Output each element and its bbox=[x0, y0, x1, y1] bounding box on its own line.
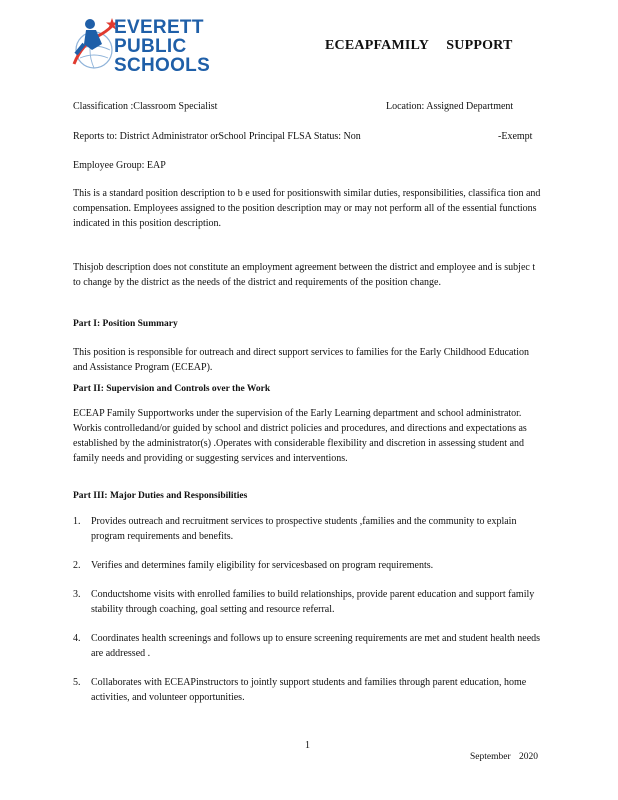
duty-text: Collaborates with ECEAPinstructors to jointly support students and families through parent education, home activities, and volunteer opportunities. bbox=[91, 677, 527, 703]
footer-date: September 2020 bbox=[470, 752, 539, 762]
part2-text: ECEAP Family Supportworks under the supervision of the Early Learning department and school administrator. Workis controlledand/or guided by school and district policies and procedures, and directions and expectations as established by the administrator(s) .Operates with considerable flexibility and discretion in assessing student and family needs and providing or suggesting services and interventions. bbox=[73, 408, 527, 464]
part3-heading: Part III: Major Duties and Responsibilities bbox=[73, 491, 248, 501]
duty-number: 1. bbox=[73, 516, 81, 527]
district-logo bbox=[72, 14, 242, 80]
part2-heading: Part II: Supervision and Controls over the Work bbox=[73, 384, 271, 394]
part1-text: This position is responsible for outreach and direct support services to families for the Early Childhood Education and Assistance Program (ECEAP). bbox=[73, 347, 530, 373]
flsa-exempt: -Exempt bbox=[498, 131, 533, 142]
logo-line-schools: SCHOOLS bbox=[114, 55, 211, 76]
duty-text: Verifies and determines family eligibility for servicesbased on program requirements. bbox=[91, 560, 434, 571]
school-logo-icon bbox=[72, 14, 118, 76]
intro-paragraph: This is a standard position description to b e used for positionswith similar duties, responsibilities, classifica tion and compensation. Employees assigned to the position description may or may not perform all of the essential functions indicated in this position description. bbox=[73, 188, 541, 229]
document-title: ECEAPFAMILY SUPPORT bbox=[325, 38, 513, 53]
duty-number: 5. bbox=[73, 677, 81, 688]
logo-line-public: PUBLIC bbox=[114, 36, 187, 57]
duty-number: 2. bbox=[73, 560, 81, 571]
duty-text: Conductshome visits with enrolled families to build relationships, provide parent education and support family stability through coaching, goal setting and resource referral. bbox=[91, 589, 535, 615]
classification: Classification :Classroom Specialist bbox=[73, 101, 218, 112]
location: Location: Assigned Department bbox=[386, 101, 514, 112]
duty-number: 3. bbox=[73, 589, 81, 600]
logo-text bbox=[114, 18, 210, 75]
duty-text: Provides outreach and recruitment services to prospective students ,families and the community to explain program requirements and benefits. bbox=[91, 516, 517, 542]
logo-line-everett: EVERETT bbox=[114, 17, 204, 38]
duty-text: Coordinates health screenings and follows up to ensure screening requirements are met and student health needs are addressed . bbox=[91, 633, 541, 659]
page-number: 1 bbox=[305, 740, 310, 751]
duty-number: 4. bbox=[73, 633, 81, 644]
part1-heading: Part I: Position Summary bbox=[73, 319, 178, 329]
disclaimer-paragraph: Thisjob description does not constitute an employment agreement between the district and employee and is subjec t to change by the district as the needs of the district and requirements of the position change. bbox=[73, 262, 536, 288]
reports-to: Reports to: District Administrator orSchool Principal FLSA Status: Non bbox=[73, 131, 361, 142]
employee-group: Employee Group: EAP bbox=[73, 160, 166, 171]
